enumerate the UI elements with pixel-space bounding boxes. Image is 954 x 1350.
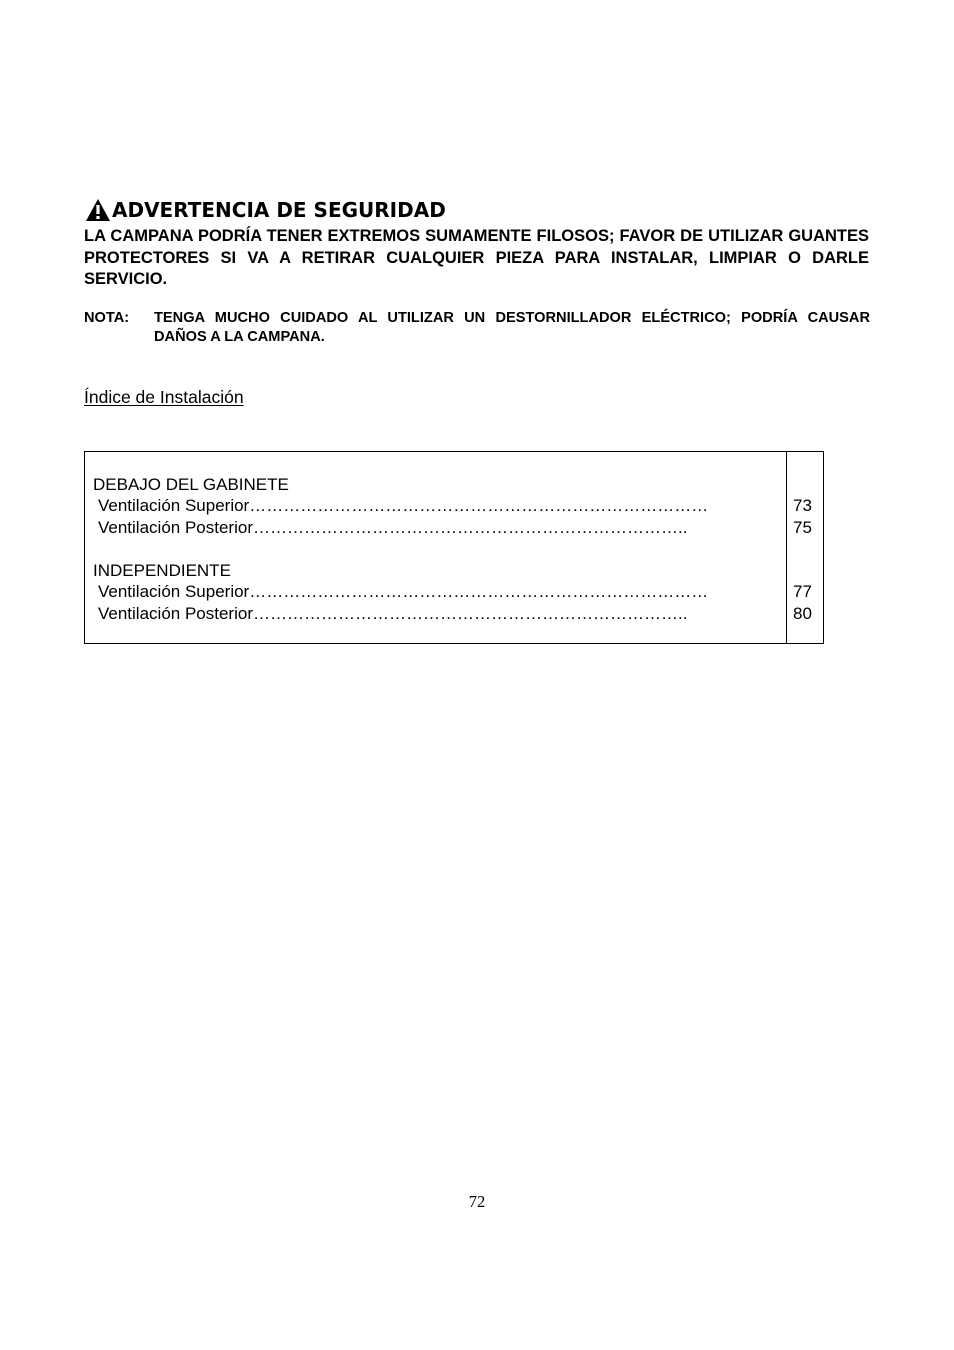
toc-entry-label: Ventilación Superior [98,496,250,515]
dot-leader: ………………………………………………………………….. [252,518,688,537]
toc-entry-freestanding-top-vent[interactable] [98,581,770,603]
toc-page-number: 80 [793,604,812,623]
dot-leader: ……………………………………………………………………… [249,496,709,515]
warning-title-text: ADVERTENCIA DE SEGURIDAD [112,198,446,222]
toc-page-number: 75 [793,518,812,537]
toc-entry-label: Ventilación Posterior [98,604,253,623]
toc-page-number: 77 [793,582,812,601]
section-title-under-cabinet: DEBAJO DEL GABINETE [93,475,289,494]
toc-entry-under-cabinet-top-vent[interactable] [98,495,770,517]
toc-entry-label: Ventilación Superior [98,582,250,601]
index-heading: Índice de Instalación [84,387,244,407]
warning-triangle-icon [85,198,111,222]
note-label: NOTA: [84,310,130,326]
toc-entry-under-cabinet-rear-vent[interactable] [98,517,770,539]
warning-body: LA CAMPANA PODRÍA TENER EXTREMOS SUMAMENTE FILOSOS; FAVOR DE UTILIZAR GUANTES PROTECTORES SI VA A RETIRAR CUALQUIER PIEZA PARA INSTALAR, LIMPIAR O DARLE SERVICIO. [84,227,869,288]
index-table [84,451,824,644]
section-title-freestanding: INDEPENDIENTE [93,561,231,580]
note-text: TENGA MUCHO CUIDADO AL UTILIZAR UN DESTORNILLADOR ELÉCTRICO; PODRÍA CAUSAR DAÑOS A LA CAMPANA. [154,310,870,345]
note [84,309,870,347]
toc-entry-freestanding-rear-vent[interactable] [98,603,770,625]
dot-leader: ………………………………………………………………….. [252,604,688,623]
toc-page-number: 73 [793,496,812,515]
page-number: 72 [468,1192,486,1211]
dot-leader: ……………………………………………………………………… [249,582,709,601]
toc-entry-label: Ventilación Posterior [98,518,253,537]
warning-title [85,196,885,224]
column-divider [786,452,787,643]
